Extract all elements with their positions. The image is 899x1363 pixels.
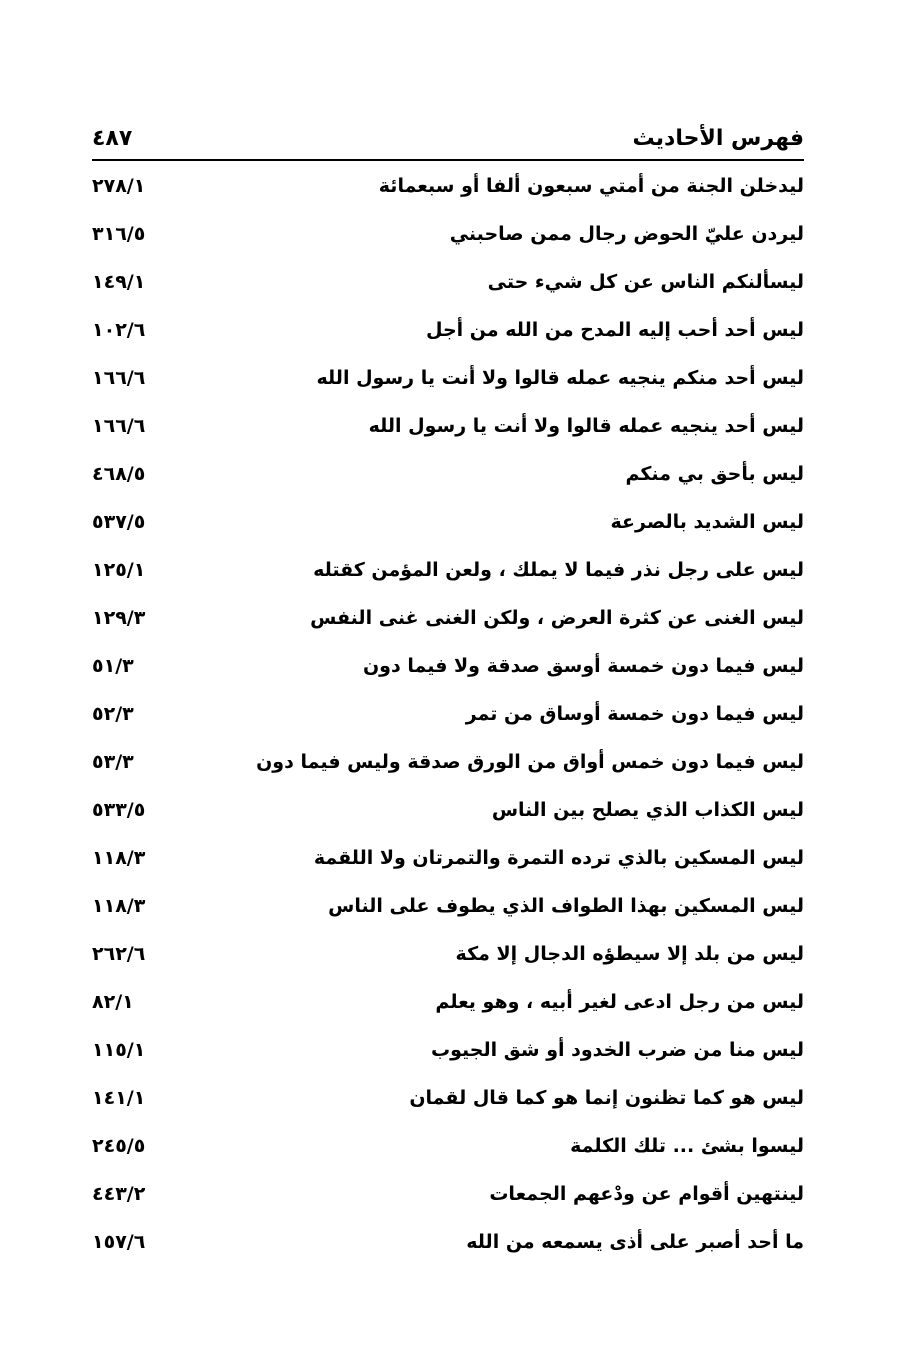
list-item xyxy=(92,311,804,359)
hadith-text: ليس من بلد إلا سيطؤه الدجال إلا مكة xyxy=(455,943,804,965)
list-item xyxy=(92,407,804,455)
volume-page-ref: ١٢٥/١ xyxy=(92,559,146,581)
hadith-text: ليس الشديد بالصرعة xyxy=(610,511,804,533)
list-item xyxy=(92,503,804,551)
hadith-text: ليس المسكين بالذي ترده التمرة والتمرتان ولا اللقمة xyxy=(313,847,804,869)
list-item xyxy=(92,983,804,1031)
hadith-text: ليس هو كما تظنون إنما هو كما قال لقمان xyxy=(409,1087,804,1109)
volume-page-ref: ٥٣٧/٥ xyxy=(92,511,146,533)
list-item xyxy=(92,935,804,983)
hadith-text: ليس الغنى عن كثرة العرض ، ولكن الغنى غنى النفس xyxy=(310,607,804,629)
list-item xyxy=(92,359,804,407)
hadith-text: ليسألنكم الناس عن كل شيء حتى xyxy=(487,271,804,293)
hadith-text: ليدخلن الجنة من أمتي سبعون ألفا أو سبعمائة xyxy=(378,175,804,197)
volume-page-ref: ٤٤٣/٢ xyxy=(92,1183,146,1205)
volume-page-ref: ١٦٦/٦ xyxy=(92,415,146,437)
volume-page-ref: ١٥٧/٦ xyxy=(92,1231,146,1253)
hadith-text: ليس فيما دون خمس أواق من الورق صدقة وليس فيما دون xyxy=(256,751,804,773)
hadith-text: ما أحد أصبر على أذى يسمعه من الله xyxy=(466,1231,804,1253)
list-item xyxy=(92,1223,804,1271)
list-item xyxy=(92,647,804,695)
hadith-index-list xyxy=(92,167,804,1271)
hadith-text: ليس المسكين بهذا الطواف الذي يطوف على الناس xyxy=(328,895,804,917)
list-item xyxy=(92,599,804,647)
list-item xyxy=(92,839,804,887)
volume-page-ref: ١١٨/٣ xyxy=(92,895,146,917)
page-number: ٤٨٧ xyxy=(92,126,133,151)
volume-page-ref: ١١٨/٣ xyxy=(92,847,146,869)
page-header xyxy=(92,124,804,158)
list-item xyxy=(92,695,804,743)
volume-page-ref: ١٢٩/٣ xyxy=(92,607,146,629)
volume-page-ref: ١٤١/١ xyxy=(92,1087,146,1109)
list-item xyxy=(92,791,804,839)
hadith-text: ليس منا من ضرب الخدود أو شق الجيوب xyxy=(431,1039,804,1061)
hadith-text: ليس أحد ينجيه عمله قالوا ولا أنت يا رسول الله xyxy=(368,415,804,437)
hadith-text: ليس من رجل ادعى لغير أبيه ، وهو يعلم xyxy=(435,991,804,1013)
list-item xyxy=(92,167,804,215)
hadith-text: لينتهين أقوام عن ودْعهم الجمعات xyxy=(489,1183,804,1205)
list-item xyxy=(92,1127,804,1175)
hadith-text: ليس فيما دون خمسة أوسق صدقة ولا فيما دون xyxy=(362,655,804,677)
volume-page-ref: ٥٢/٣ xyxy=(92,703,134,725)
volume-page-ref: ٢٧٨/١ xyxy=(92,175,146,197)
volume-page-ref: ٥١/٣ xyxy=(92,655,134,677)
hadith-text: ليس على رجل نذر فيما لا يملك ، ولعن المؤمن كقتله xyxy=(313,559,804,581)
volume-page-ref: ٥٣٣/٥ xyxy=(92,799,146,821)
list-item xyxy=(92,455,804,503)
volume-page-ref: ٤٦٨/٥ xyxy=(92,463,146,485)
list-item xyxy=(92,215,804,263)
volume-page-ref: ١٠٢/٦ xyxy=(92,319,146,341)
list-item xyxy=(92,263,804,311)
hadith-text: ليس أحد منكم ينجيه عمله قالوا ولا أنت يا رسول الله xyxy=(316,367,804,389)
volume-page-ref: ٢٤٥/٥ xyxy=(92,1135,146,1157)
volume-page-ref: ٨٢/١ xyxy=(92,991,134,1013)
hadith-text: ليس بأحق بي منكم xyxy=(625,463,804,485)
list-item xyxy=(92,743,804,791)
hadith-text: ليس أحد أحب إليه المدح من الله من أجل xyxy=(426,319,804,341)
hadith-text: ليردن عليّ الحوض رجال ممن صاحبني xyxy=(449,223,804,245)
list-item xyxy=(92,887,804,935)
volume-page-ref: ٥٣/٣ xyxy=(92,751,134,773)
volume-page-ref: ١١٥/١ xyxy=(92,1039,146,1061)
hadith-text: ليس الكذاب الذي يصلح بين الناس xyxy=(491,799,804,821)
volume-page-ref: ٣١٦/٥ xyxy=(92,223,146,245)
hadith-text: ليس فيما دون خمسة أوساق من تمر xyxy=(465,703,804,725)
hadith-text: ليسوا بشئ ... تلك الكلمة xyxy=(570,1135,804,1157)
list-item xyxy=(92,551,804,599)
volume-page-ref: ٢٦٢/٦ xyxy=(92,943,146,965)
volume-page-ref: ١٤٩/١ xyxy=(92,271,146,293)
volume-page-ref: ١٦٦/٦ xyxy=(92,367,146,389)
page-title: فهرس الأحاديث xyxy=(632,126,804,151)
list-item xyxy=(92,1175,804,1223)
header-divider xyxy=(92,159,804,161)
list-item xyxy=(92,1031,804,1079)
list-item xyxy=(92,1079,804,1127)
